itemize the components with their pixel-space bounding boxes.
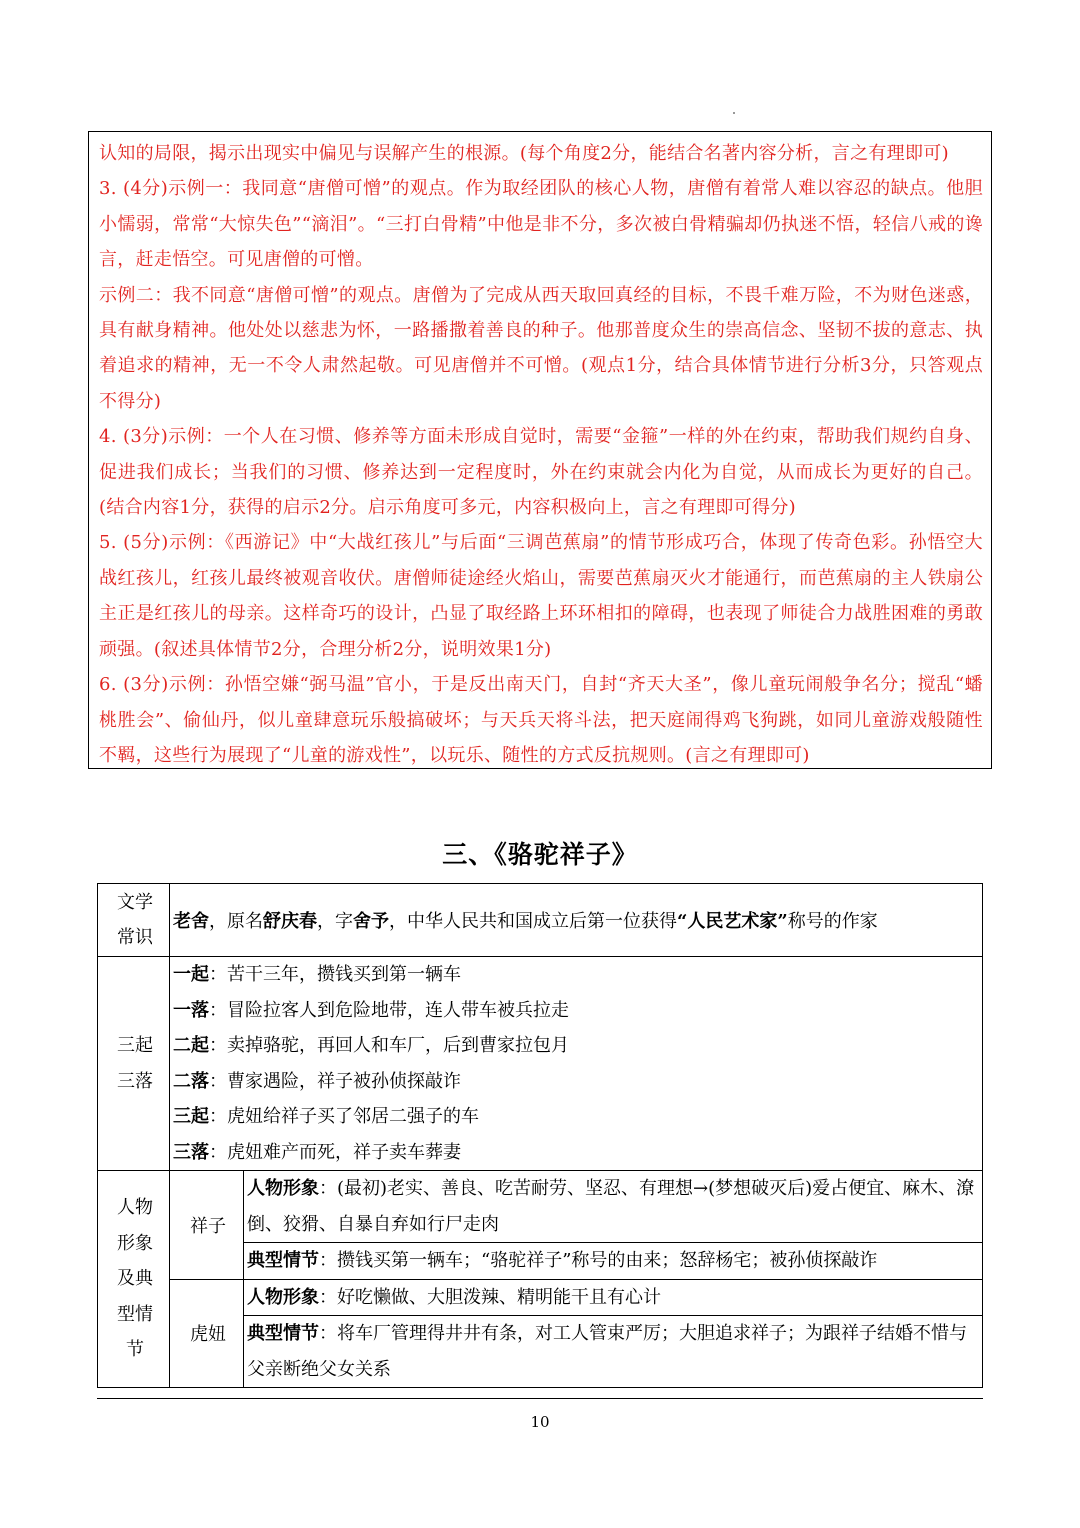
table-row-xiangzi-image [98, 1171, 983, 1243]
cell-label: 典型情节 [247, 1250, 319, 1271]
courtesy-name: 舍予 [353, 911, 389, 932]
row-header-characters [98, 1171, 170, 1388]
list-item [173, 1064, 982, 1100]
item-text: ：苦干三年，攒钱买到第一辆车 [209, 964, 461, 985]
text-fragment: ，中华人民共和国成立后第一位获得 [389, 911, 677, 932]
row-header-line: 三起 [117, 1035, 153, 1056]
cell-text: ：将车厂管理得井井有条，对工人管束严厉；大胆追求祥子；为跟祥子结婚不惜与父亲断绝父女关系 [247, 1323, 967, 1380]
character-image-cell [244, 1171, 983, 1243]
answer-paragraph: 6. (3分)示例：孙悟空嫌“弼马温”官小，于是反出南天门，自封“齐天大圣”，像儿童玩闹般争名分；搅乱“蟠桃胜会”、偷仙丹，似儿童肆意玩乐般搞破坏；与天兵天将斗法，把天庭闹得鸡飞狗跳，如同儿童游戏般随性不羁，这些行为展现了“儿童的游戏性”，以玩乐、随性的方式反抗规则。(言之有理即可) [99, 674, 983, 766]
list-item [173, 993, 982, 1029]
list-item [173, 957, 982, 993]
item-text: ：曹家遇险，祥子被孙侦探敲诈 [209, 1070, 461, 1092]
item-text: ：冒险拉客人到危险地带，连人带车被兵拉走 [209, 999, 569, 1021]
row-header-line: 节 [126, 1339, 144, 1361]
row-header-line: 三落 [117, 1070, 153, 1092]
table-row-rises-falls [98, 957, 983, 1171]
answer-paragraph: 3. (4分)示例一：我同意“唐僧可憎”的观点。作为取经团队的核心人物，唐僧有着常人难以容忍的缺点。他胆小懦弱，常常“大惊失色”“滴泪”。“三打白骨精”中他是非不分，多次被白骨精骗却仍执迷不悟，轻信八戒的谗言，赶走悟空。可见唐僧的可憎。 [99, 178, 983, 271]
answer-paragraph: 示例二：我不同意“唐僧可憎”的观点。唐僧为了完成从西天取回真经的目标，不畏千难万险，不为财色迷惑，具有献身精神。他处处以慈悲为怀，一路播撒着善良的种子。他那普度众生的崇高信念、坚韧不拔的意志、执着追求的精神，无一不令人肃然起敬。可见唐僧并不可憎。(观点1分，结合具体情节进行分析3分，只答观点不得分) [99, 284, 983, 412]
notes-table [97, 883, 983, 1388]
rises-falls-cell [170, 957, 983, 1171]
character-name-xiangzi: 祥子 [170, 1171, 244, 1280]
scan-speck [733, 112, 735, 114]
cell-label: 人物形象 [247, 1286, 319, 1308]
section-title: 三、《骆驼祥子》 [442, 840, 638, 869]
cell-text: ：(最初)老实、善良、吃苦耐劳、坚忍、有理想→(梦想破灭后)爱占便宜、麻木、潦倒、狡猾、自暴自弃如行尸走肉 [247, 1178, 975, 1235]
row-header-line: 人物 [117, 1197, 153, 1219]
row-header-line: 常识 [117, 927, 153, 948]
character-name-huniu: 虎妞 [170, 1279, 244, 1388]
list-item [173, 1135, 982, 1171]
item-text: ：虎妞难产而死，祥子卖车葬妻 [209, 1141, 461, 1163]
honorary-title: “人民艺术家” [677, 911, 788, 932]
literary-cell [170, 884, 983, 957]
row-header-line: 形象 [117, 1232, 153, 1254]
answer-paragraph: 认知的局限，揭示出现实中偏见与误解产生的根源。(每个角度2分，能结合名著内容分析，言之有理即可) [99, 143, 949, 164]
answer-paragraph: 5. (5分)示例：《西游记》中“大战红孩儿”与后面“三调芭蕉扇”的情节形成巧合，体现了传奇色彩。孙悟空大战红孩儿，红孩儿最终被观音收伏。唐僧师徒途经火焰山，需要芭蕉扇灭火才能通行，而芭蕉扇的主人铁扇公主正是红孩儿的母亲。这样奇巧的设计，凸显了取经路上环环相扣的障碍，也表现了师徒合力战胜困难的勇敢顽强。(叙述具体情节2分，合理分析2分，说明效果1分) [99, 532, 983, 660]
character-plot-cell [244, 1243, 983, 1280]
character-plot-cell [244, 1316, 983, 1388]
cell-label: 人物形象 [247, 1178, 319, 1199]
text-fragment: ，原名 [209, 911, 263, 932]
text-fragment: 称号的作家 [787, 911, 878, 932]
list-item [173, 1028, 982, 1064]
row-header-line: 及典 [117, 1268, 153, 1290]
table-row-huniu-image [98, 1279, 983, 1316]
list-item [173, 1099, 982, 1135]
row-header-line: 型情 [117, 1303, 153, 1325]
item-label: 一落 [173, 999, 209, 1021]
row-header-rises-falls [98, 957, 170, 1171]
answer-paragraph: 4. (3分)示例：一个人在习惯、修养等方面未形成自觉时，需要“金箍”一样的外在约束，帮助我们规约自身、促进我们成长；当我们的习惯、修养达到一定程度时，外在约束就会内化为自觉，从而成长为更好的自己。(结合内容1分，获得的启示2分。启示角度可多元，内容积极向上，言之有理即可得分) [99, 426, 983, 519]
text-fragment: ，字 [317, 911, 353, 932]
original-name: 舒庆春 [263, 911, 317, 932]
item-label: 三落 [173, 1141, 209, 1163]
cell-label: 典型情节 [247, 1323, 319, 1344]
author-name: 老舍 [173, 911, 209, 932]
item-text: ：虎妞给祥子买了邻居二强子的车 [209, 1106, 479, 1127]
item-label: 二落 [173, 1070, 209, 1092]
item-text: ：卖掉骆驼，再回人和车厂，后到曹家拉包月 [209, 1035, 569, 1056]
item-label: 三起 [173, 1106, 209, 1127]
row-header-literary [98, 884, 170, 957]
table-row-literary [98, 884, 983, 957]
footer-divider [97, 1398, 983, 1399]
item-label: 二起 [173, 1035, 209, 1056]
cell-text: ：攒钱买第一辆车；“骆驼祥子”称号的由来；怒辞杨宅；被孙侦探敲诈 [319, 1250, 878, 1271]
row-header-line: 文学 [117, 891, 153, 913]
item-label: 一起 [173, 964, 209, 985]
cell-text: ：好吃懒做、大胆泼辣、精明能干且有心计 [319, 1286, 661, 1308]
character-image-cell [244, 1279, 983, 1316]
page-number: 10 [530, 1413, 550, 1431]
answer-box [88, 131, 992, 769]
